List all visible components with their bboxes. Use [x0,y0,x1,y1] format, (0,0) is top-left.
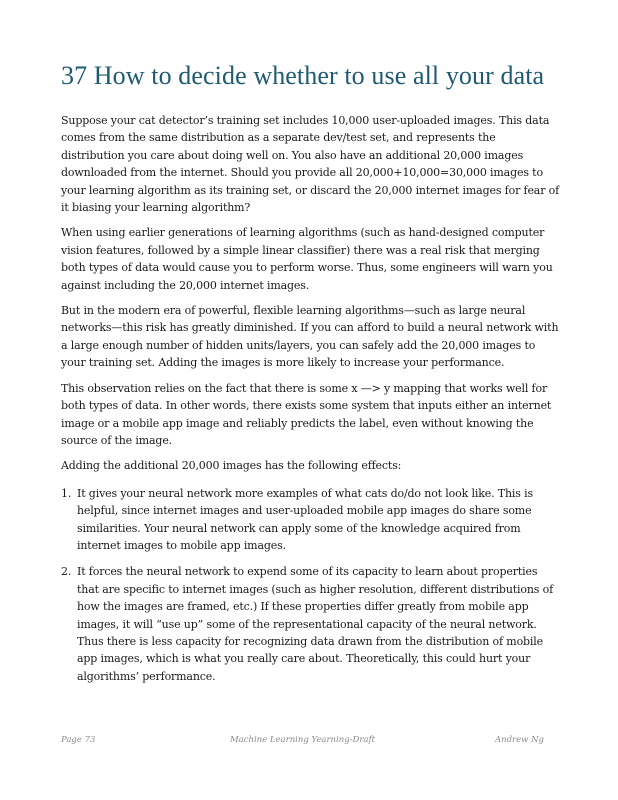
footer-author: Andrew Ng [494,735,544,745]
paragraph-mapping: This observation relies on the fact that there is some x —> y mapping that works well for both types of data. In other words, there exists some system that inputs either an internet image or a mobile app image and reliably predicts the label, even without knowing the source of the image. [61,381,552,447]
paragraph-effects-intro: Adding the additional 20,000 images has the following effects: [61,459,402,473]
list-item [61,485,561,555]
list-item-text: It forces the neural network to expend some of its capacity to learn about properties that are specific to internet images (such as higher resolution, different distributions of how the images are framed, etc.) If these properties differ greatly from mobile app images, it will “use up” some of the representational capacity of the neural network. Thus there is less capacity for recognizing data drawn from the distribution of mobile app images, which is what you really care about. Theoretically, this could hurt your algorithms’ performance. [77,565,554,683]
list-item-number: 2. [61,565,72,579]
list-item-text: It gives your neural network more examples of what cats do/do not look like. This is helpful, since internet images and user-uploaded mobile app images do share some similarities. Your neural network can apply some of the knowledge acquired from internet images to mobile app images. [77,486,533,552]
effects-list [61,485,561,685]
footer-page-number: Page 73 [61,735,96,745]
paragraph-modern-era: But in the modern era of powerful, flexible learning algorithms—such as large neural networks—this risk has greatly diminished. If you can afford to build a neural network with a large enough number of hidden units/layers, you can safely add the 20,000 images to your training set. Adding the images is more likely to increase your performance. [61,304,559,370]
footer-book-title: Machine Learning Yearning-Draft [229,735,376,745]
paragraph-earlier-algorithms: When using earlier generations of learning algorithms (such as hand-designed computer vision features, followed by a simple linear classifier) there was a real risk that merging both types of data would cause you to perform worse. Thus, some engineers will warn you against including the 20,000 internet images. [61,226,553,292]
page-footer [61,735,544,749]
list-item [61,563,561,685]
page-content [61,60,561,694]
list-item-number: 1. [61,486,72,500]
paragraph-intro: Suppose your cat detector’s training set includes 10,000 user-uploaded images. This data comes from the same distribution as a separate dev/test set, and represents the distribution you care about doing well on. You also have an additional 20,000 images downloaded from the internet. Should you provide all 20,000+10,000=30,000 images to your learning algorithm as its training set, or discard the 20,000 internet images for fear of it biasing your learning algorithm? [61,114,560,215]
chapter-heading: 37 How to decide whether to use all your data [61,61,545,90]
